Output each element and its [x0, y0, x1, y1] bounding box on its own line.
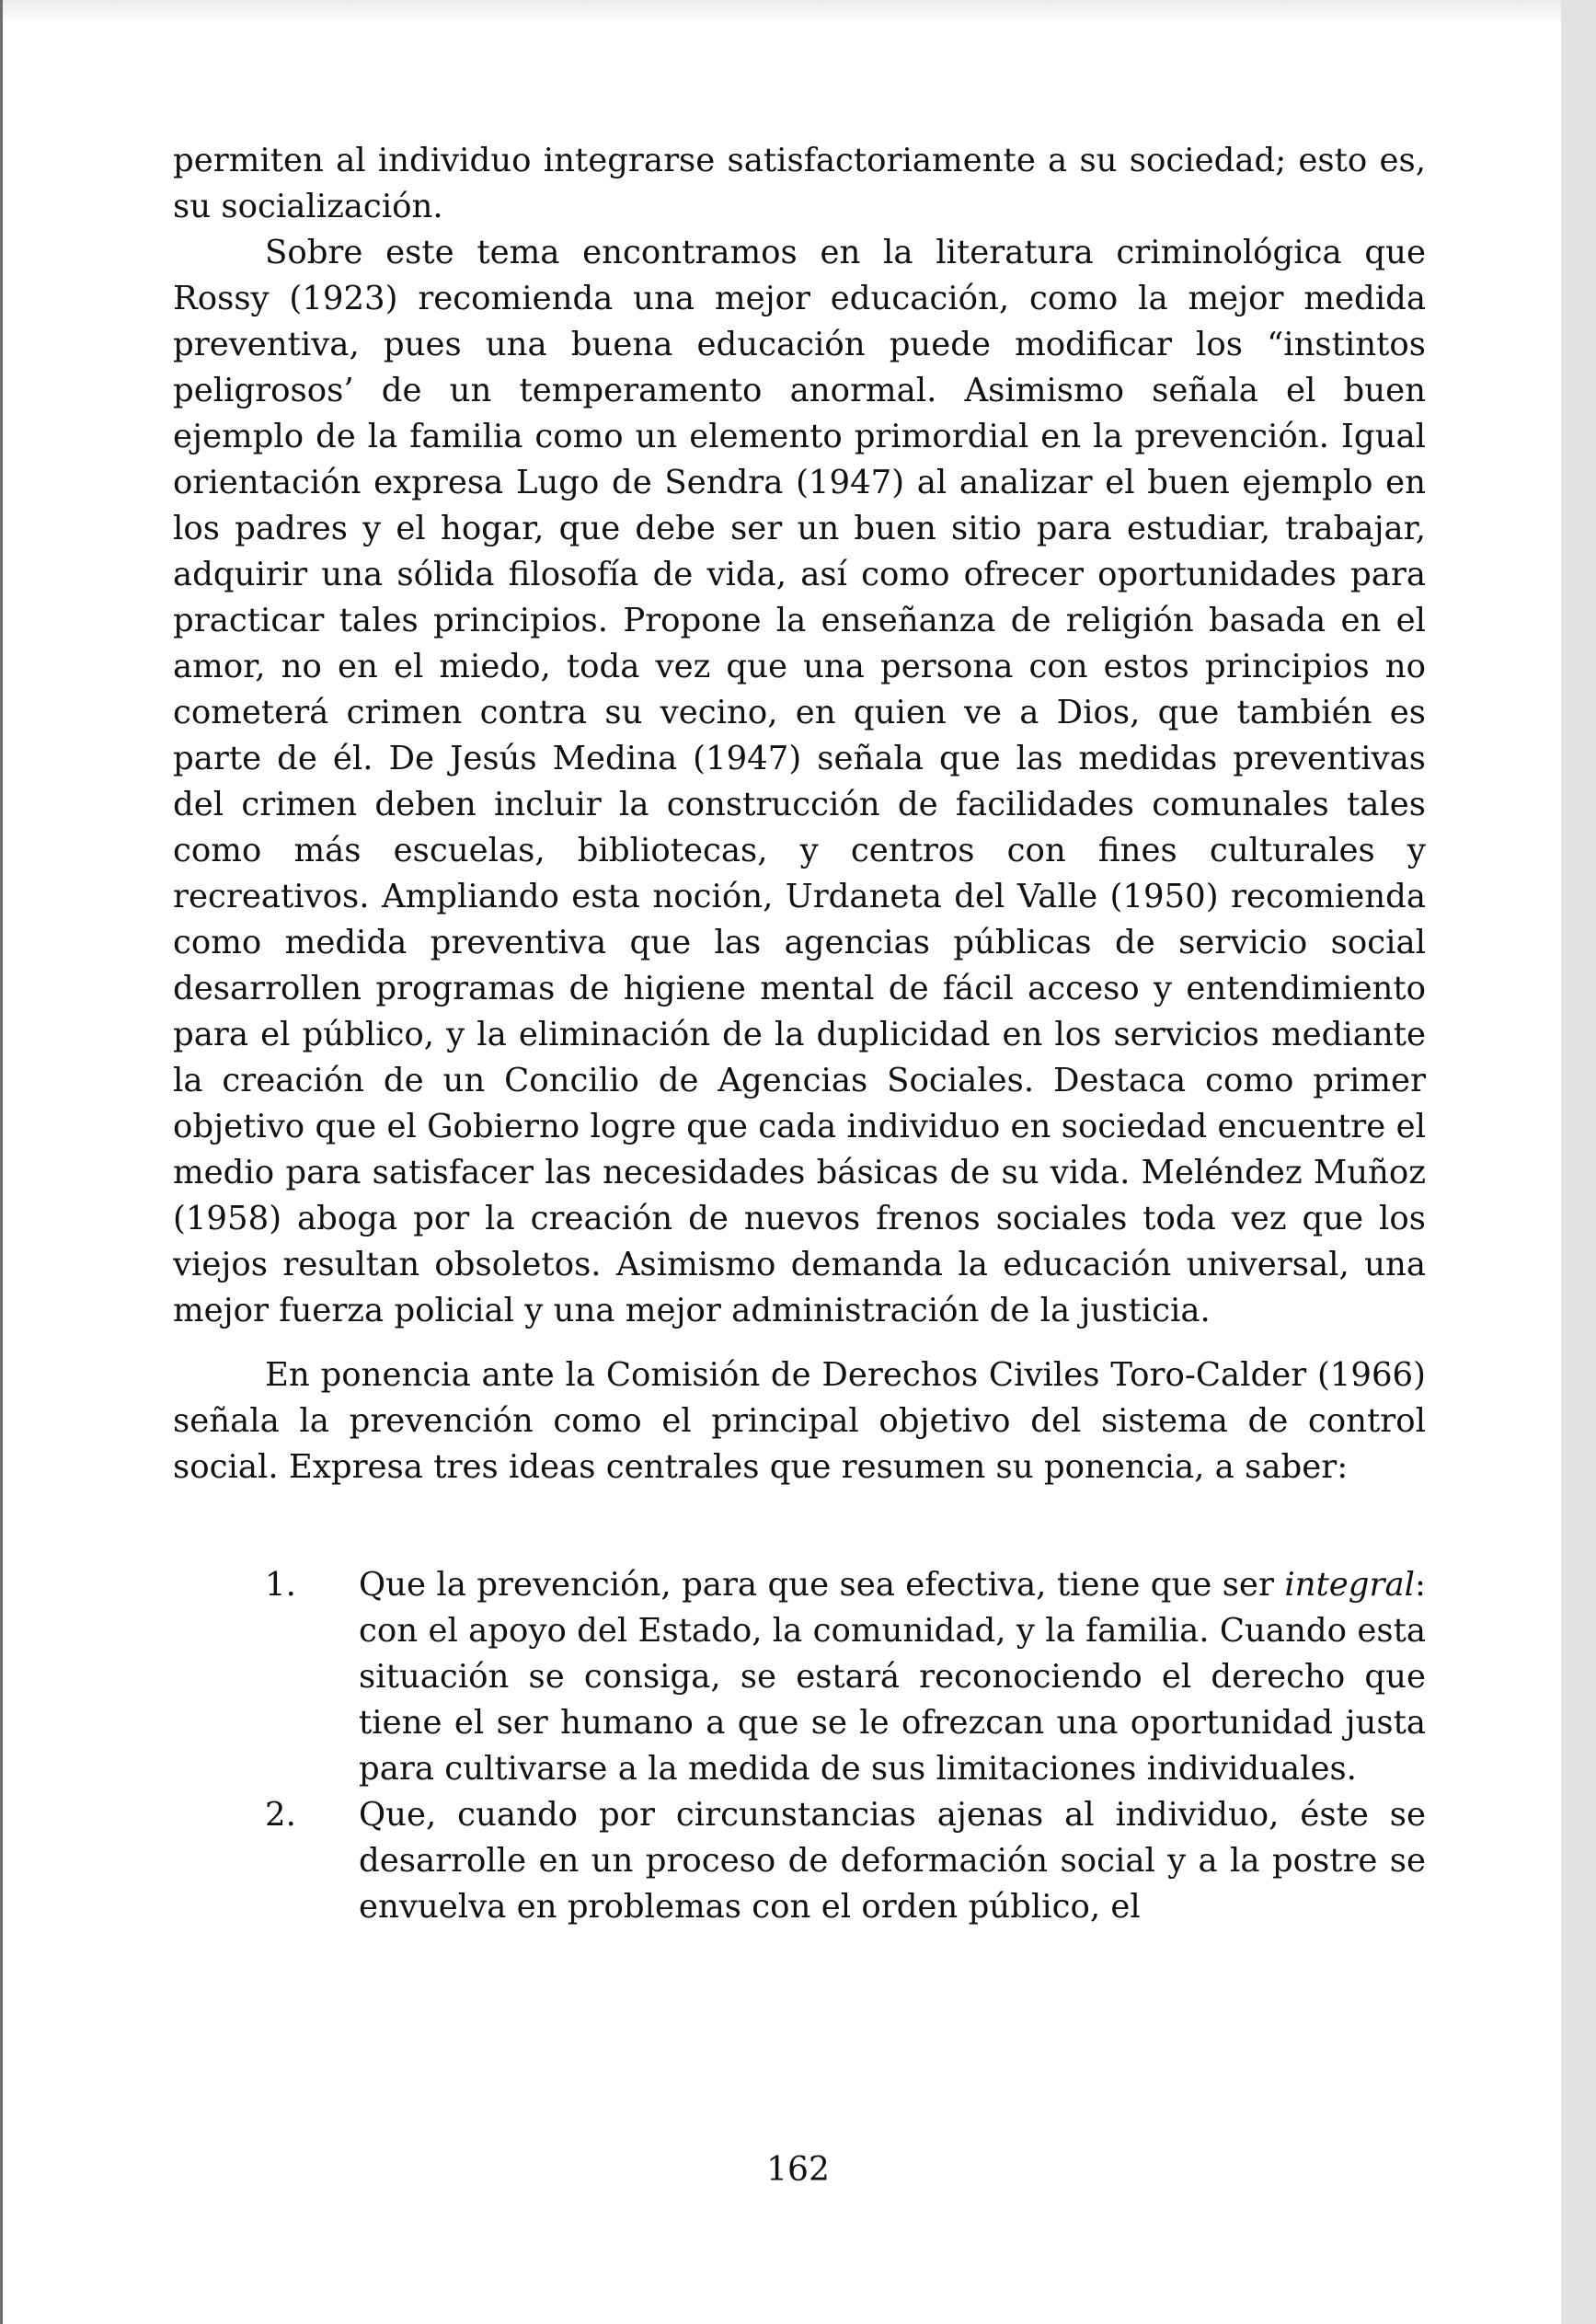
scan-right-margin-shadow [1561, 0, 1596, 2324]
paragraph-toro-calder: En ponencia ante la Comisión de Derechos Civiles Toro-Calder (1966) señala la prevención como el principal objetivo del sistema de control social. Expresa tres ideas centrales que resumen su ponencia, a saber: [173, 1356, 1426, 1486]
scan-left-edge [0, 0, 3, 2324]
list-item-number: 2. [265, 1796, 296, 1834]
list-item-text: : con el apoyo del Estado, la comunidad, y la familia. Cuando esta situación se consiga, se estará reconociendo el derecho que tiene el ser humano a que se le ofrezcan una oportunidad justa para cultivarse a la medida de sus limitaciones individuales. [359, 1566, 1426, 1788]
scan-top-shadow [0, 0, 1596, 26]
emphasized-term: integral [1284, 1566, 1416, 1604]
paragraph-prevention-literature: Sobre este tema encontramos en la literatura criminológica que Rossy (1923) recomienda una mejor educación, como la mejor medida preventiva, pues una buena educación puede modificar los “instintos peligrosos’ de un temperamento anormal. Asimismo señala el buen ejemplo de la familia como un elemento primordial en la prevención. Igual orientación expresa Lugo de Sendra (1947) al analizar el buen ejemplo en los padres y el hogar, que debe ser un buen sitio para estudiar, trabajar, adquirir una sólida filosofía de vida, así como ofrecer oportunidades para practicar tales principios. Propone la enseñanza de religión basada en el amor, no en el miedo, toda vez que una persona con estos principios no cometerá crimen contra su vecino, en quien ve a Dios, que también es parte de él. De Jesús Medina (1947) señala que las medidas preventivas del crimen deben incluir la construcción de facilidades comunales tales como más escuelas, bibliotecas, y centros con fines culturales y recreativos. Ampliando esta noción, Urdaneta del Valle (1950) recomienda como medida preventiva que las agencias públicas de servicio social desarrollen programas de higiene mental de fácil acceso y entendimiento para el público, y la eliminación de la duplicidad en los servicios mediante la creación de un Concilio de Agencias Sociales. Destaca como primer objetivo que el Gobierno logre que cada individuo en sociedad encuentre el medio para satisfacer las necesidades básicas de su vida. Meléndez Muñoz (1958) aboga por la creación de nuevos frenos sociales toda vez que los viejos resultan obsoletos. Asimismo demanda la educación universal, una mejor fuerza policial y una mejor administración de la justicia. [173, 234, 1426, 1329]
list-item-text: Que, cuando por circunstancias ajenas al individuo, éste se desarrolle en un proceso de deformación social y a la postre se envuelva en problemas con el orden público, el [359, 1796, 1426, 1926]
central-ideas-list [173, 1562, 1426, 1930]
paragraph-continuation: permiten al individuo integrarse satisfactoriamente a su sociedad; esto es, su socialización. [173, 142, 1426, 225]
list-item-number: 1. [265, 1566, 296, 1604]
list-item [173, 1792, 1426, 1930]
body-text [173, 138, 1426, 1930]
page-number: 162 [766, 2151, 830, 2189]
list-item [173, 1562, 1426, 1792]
list-item-text: Que la prevención, para que sea efectiva, tiene que ser [359, 1566, 1285, 1604]
